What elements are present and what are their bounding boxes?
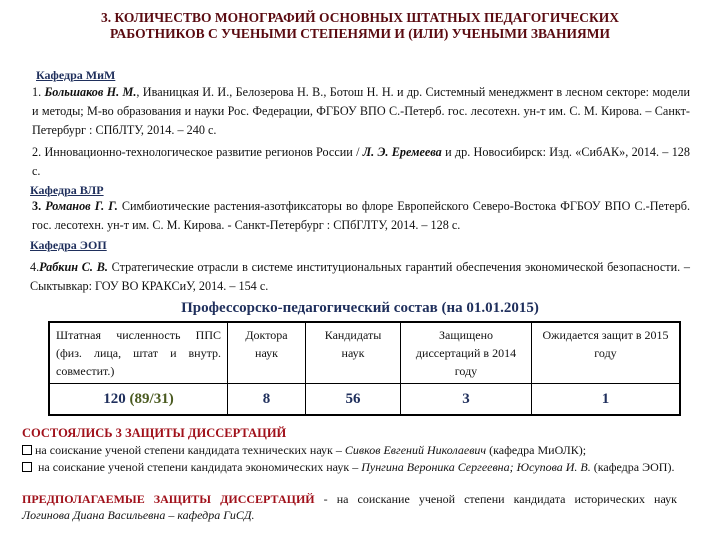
publication-item [30, 258, 690, 296]
checkbox-bullet-icon [22, 462, 32, 472]
defense-dept: (кафедра МиОЛК); [486, 443, 587, 457]
planned-name: Логинова Диана Васильевна – кафедра ГиСД. [22, 508, 255, 522]
department-heading: Кафедра МиМ [36, 68, 116, 82]
defense-text: на соискание ученой степени кандидата технических наук – [35, 443, 345, 457]
defense-dept: (кафедра ЭОП). [590, 460, 675, 474]
pub-text: и др. Новосибирск: Изд. «СибАК», 2014. – 128 с. [32, 145, 690, 178]
pub-number: 2. [32, 145, 45, 159]
defense-item [22, 442, 702, 458]
header-cell: Ожидается защит в 2015 году [532, 322, 681, 384]
doctors-cell: 8 [228, 384, 306, 416]
staff-table [48, 321, 681, 416]
candidates-cell: 56 [306, 384, 401, 416]
defended-cell: 3 [401, 384, 532, 416]
defense-name: Сивков Евгений Николаевич [344, 443, 487, 457]
split-value: (89/31) [129, 391, 174, 407]
publication-item [32, 83, 690, 140]
header-cell: Штатная численность ППС (физ. лица, штат и внутр. совместит.) [49, 322, 228, 384]
pub-author: Рабкин С. В. [39, 260, 108, 274]
department-heading: Кафедра ВЛР [30, 183, 104, 197]
table-row [49, 384, 680, 416]
defenses-heading: СОСТОЯЛИСЬ 3 ЗАЩИТЫ ДИССЕРТАЦИЙ [22, 426, 287, 440]
pub-number: 3. [32, 199, 46, 213]
defense-text: на соискание ученой степени кандидата экономических наук – [35, 460, 362, 474]
publication-item [32, 197, 690, 235]
department-heading: Кафедра ЭОП [30, 238, 107, 252]
pub-author: Л. Э. Еремеева [362, 145, 442, 159]
table-header-row [49, 322, 680, 384]
expected-cell: 1 [532, 384, 681, 416]
pub-text: Стратегические отрасли в системе институциональных гарантий обеспечения экономической безопасности. – Сыктывкар: ГОУ ВО КРАКСиУ, 2014. – 154 с. [30, 260, 690, 293]
pub-number: 1. [32, 85, 45, 99]
defense-name: Пунгина Вероника Сергеевна; Юсупова И. В. [361, 460, 591, 474]
header-cell: Доктора наук [228, 322, 306, 384]
planned-defenses [22, 491, 677, 523]
header-cell: Кандидаты наук [306, 322, 401, 384]
pub-number: 4. [30, 260, 40, 274]
pub-author: Большаков Н. М. [44, 85, 137, 99]
planned-heading: ПРЕДПОЛАГАЕМЫЕ ЗАЩИТЫ ДИССЕРТАЦИЙ [22, 492, 315, 506]
page-title: 3. КОЛИЧЕСТВО МОНОГРАФИЙ ОСНОВНЫХ ШТАТНЫХ ПЕДАГОГИЧЕСКИХ РАБОТНИКОВ С УЧЕНЫМИ СТЕПЕНЯМИ И (ИЛИ) УЧЕНЫМИ ЗВАНИЯМИ [100, 10, 620, 41]
publication-item [32, 143, 690, 181]
planned-text: - на соискание ученой степени кандидата исторических наук [314, 492, 677, 506]
pub-author: Романов Г. Г. [45, 199, 118, 213]
pub-text: Инновационно-технологическое развитие регионов России / [44, 145, 363, 159]
total-value: 120 [103, 391, 126, 407]
checkbox-bullet-icon [22, 445, 32, 455]
pub-text: , Иваницкая И. И., Белозерова Н. В., Ботош Н. Н. и др. Системный менеджмент в лесном секторе: модели и методы; М-во образования и науки Рос. Федерации, ФГБОУ ВПО С.-Петерб. гос. лесотехн. ун-т им. С. М. Кирова. – Санкт-Петербург : СПбЛТУ, 2014. – 240 с. [32, 85, 691, 137]
defense-item [22, 459, 694, 475]
header-cell: Защищено диссертаций в 2014 году [401, 322, 532, 384]
pub-text: Симбиотические растения-азотфиксаторы во флоре Европейского Северо-Востока ФГБОУ ВПО С.-Петерб. гос. лесотехн. ун-т им. С. М. Кирова. - Санкт-Петербург : СПбГЛТУ, 2014. – 128 с. [32, 199, 690, 232]
staff-table-title: Профессорско-педагогический состав (на 01.01.2015) [181, 300, 539, 316]
total-staff-cell [49, 384, 228, 416]
